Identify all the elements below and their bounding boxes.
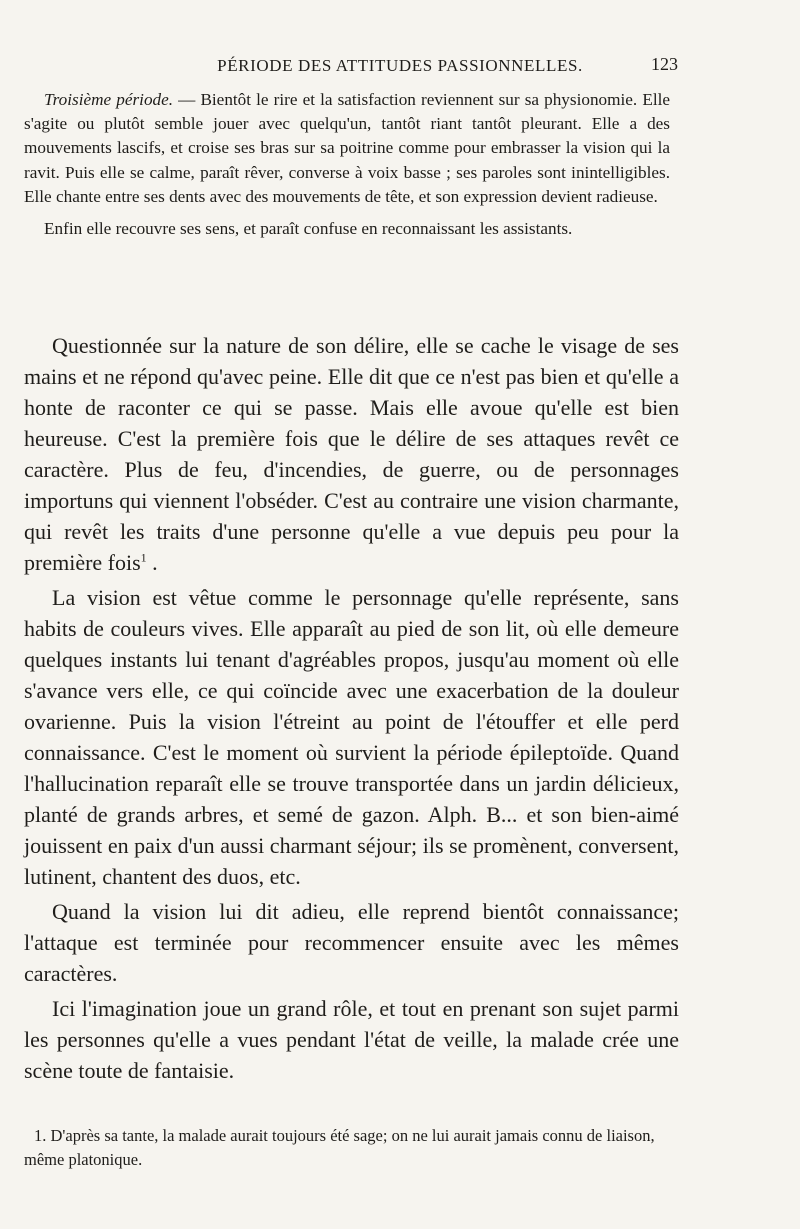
- running-title: PÉRIODE DES ATTITUDES PASSIONNELLES.: [217, 56, 583, 75]
- running-head: [50, 52, 678, 82]
- body-paragraph-2: La vision est vêtue comme le personnage qu'elle représente, sans habits de couleurs vives. Elle apparaît au pied de son lit, où elle demeure quelques instants lui tenant d'agréables propos, jusqu'au moment où elle s'avance vers elle, ce qui coïncide avec une exacerbation de la douleur ovarienne. Puis la vision l'étreint au point de l'étouffer et elle perd connaissance. C'est le moment où survient la période épileptoïde. Quand l'hallucination reparaît elle se trouve transportée dans un jardin délicieux, planté de grands arbres, et semé de gazon. Alph. B... et son bien-aimé jouissent en paix d'un aussi charmant séjour; ils se promènent, conversent, lutinent, chantent des duos, etc.: [24, 585, 679, 889]
- body-paragraph-1: [24, 330, 679, 578]
- small-text-block: [24, 88, 670, 241]
- section-lead: Troisième période.: [44, 90, 174, 109]
- body-paragraph-3: Quand la vision lui dit adieu, elle reprend bientôt connaissance; l'attaque est terminée pour recommencer ensuite avec les mêmes caractères.: [24, 899, 679, 986]
- footnote-reference: 1: [140, 550, 147, 565]
- body-paragraph-4: Ici l'imagination joue un grand rôle, et tout en prenant son sujet parmi les personnes qu'elle a vues pendant l'état de veille, la malade crée une scène toute de fantaisie.: [24, 996, 679, 1083]
- small-paragraph-1-text: — Bientôt le rire et la satisfaction reviennent sur sa physionomie. Elle s'agite ou plutôt semble jouer avec quelqu'un, tantôt riant tantôt pleurant. Elle a des mouvements lascifs, et croise ses bras sur sa poitrine comme pour embrasser la vision qui la ravit. Puis elle se calme, paraît rêver, converse à voix basse ; ses paroles sont inintelligibles. Elle chante entre ses dents avec des mouvements de tête, et son expression devient radieuse.: [24, 90, 670, 206]
- body-paragraph-1-text: Questionnée sur la nature de son délire, elle se cache le visage de ses mains et ne répond qu'avec peine. Elle dit que ce n'est pas bien et qu'elle a honte de raconter ce qui se passe. Mais elle avoue qu'elle est bien heureuse. C'est la première fois que le délire de ses attaques revêt ce caractère. Plus de feu, d'incendies, de guerre, ou de personnages importuns qui viennent l'obséder. C'est au contraire une vision charmante, qui revêt les traits d'une personne qu'elle a vue depuis peu pour la première fois: [24, 333, 679, 575]
- small-paragraph-2: Enfin elle recouvre ses sens, et paraît confuse en reconnaissant les assistants.: [44, 219, 573, 239]
- small-paragraph-1: [24, 88, 670, 209]
- footnote: 1. D'après sa tante, la malade aurait toujours été sage; on ne lui aurait jamais connu de liaison, même platonique.: [24, 1126, 655, 1169]
- body-paragraph-1-end: .: [146, 550, 158, 575]
- page-number: 123: [651, 54, 678, 74]
- main-text-block: [24, 330, 679, 1090]
